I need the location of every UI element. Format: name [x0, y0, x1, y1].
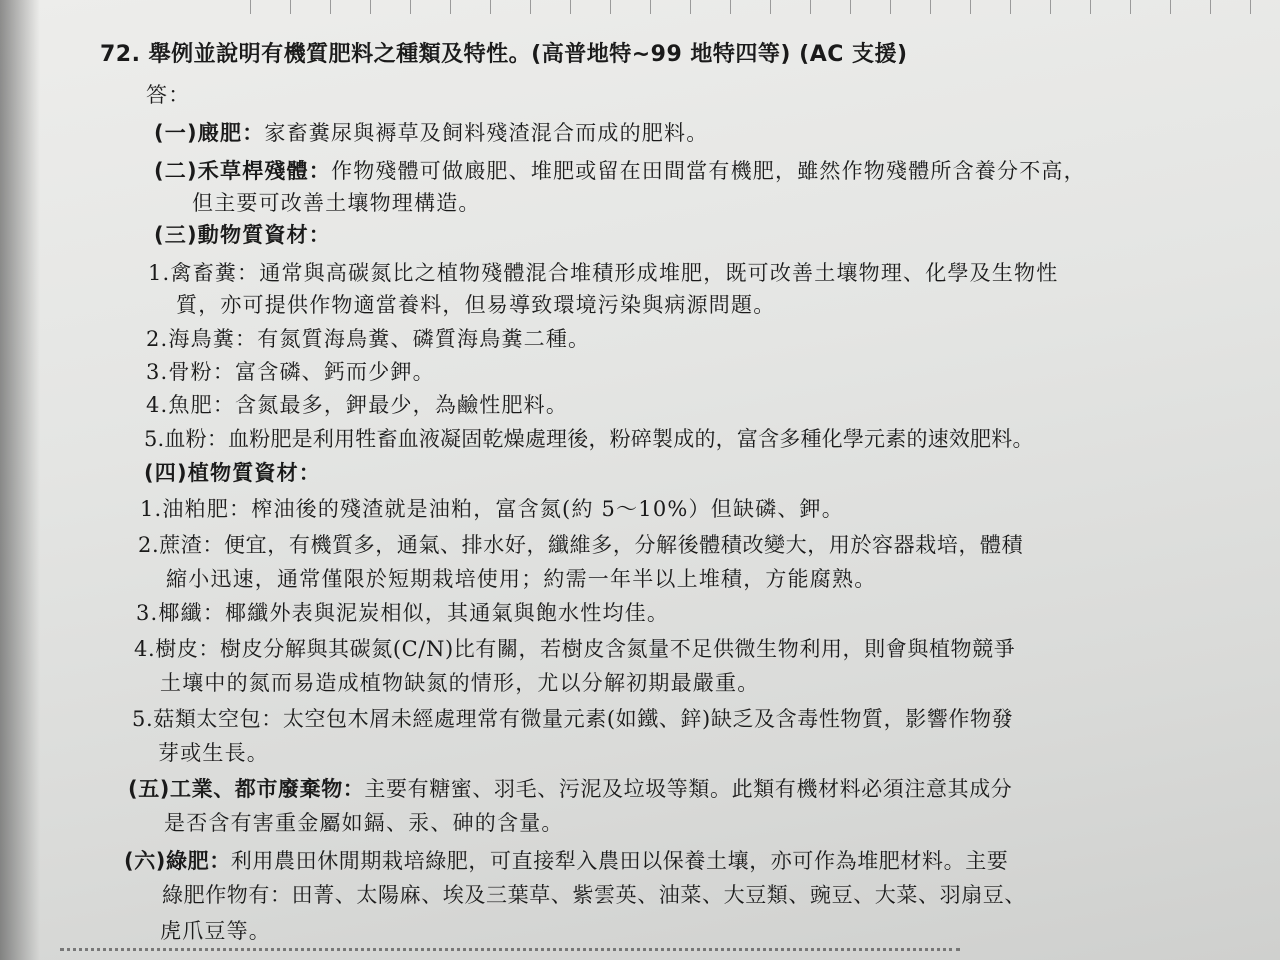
plant-item-2-cont: 縮小迅速，通常僅限於短期栽培使用；約需一年半以上堆積，方能腐熟。 — [166, 567, 877, 591]
document-page — [100, 40, 1240, 70]
item-label: 5.菇類太空包： — [132, 707, 283, 731]
section-4 — [144, 456, 321, 490]
item-label: 1.油粕肥： — [140, 497, 252, 521]
plant-item-4-cont: 土壤中的氮而易造成植物缺氮的情形，尤以分解初期最嚴重。 — [160, 671, 760, 695]
section-6 — [124, 844, 1008, 878]
animal-item-5 — [144, 422, 1034, 456]
item-body: 椰纖外表與泥炭相似，其通氣與飽水性均佳。 — [225, 601, 670, 625]
item-body: 通常與高碳氮比之植物殘體混合堆積形成堆肥，既可改善土壤物理、化學及生物性 — [259, 261, 1059, 285]
question-title — [100, 40, 1240, 70]
section-6-cont2: 虎爪豆等。 — [160, 919, 271, 943]
item-label: 5.血粉： — [144, 427, 229, 451]
section-3 — [154, 218, 331, 252]
section-6-cont: 綠肥作物有：田菁、太陽麻、埃及三葉草、紫雲英、油菜、大豆類、豌豆、大菜、羽扇豆、 — [162, 883, 1026, 907]
item-label: 1.禽畜糞： — [148, 261, 260, 285]
question-text: 舉例並說明有機質肥料之種類及特性。(高普地特~99 地特四等) (AC 支援) — [148, 42, 908, 67]
page-shadow — [0, 0, 40, 960]
animal-item-3 — [146, 355, 435, 389]
section-body: 主要有糖蜜、羽毛、污泥及垃圾等類。此類有機材料必須注意其成分 — [364, 777, 1013, 801]
item-label: 4.魚肥： — [146, 393, 236, 417]
plant-item-3 — [136, 596, 669, 630]
section-heading: (二)禾草桿殘體： — [154, 159, 331, 183]
section-body: 家畜糞尿與褥草及飼料殘渣混合而成的肥料。 — [264, 121, 709, 145]
item-label: 2.海鳥糞： — [146, 327, 258, 351]
item-body: 便宜，有機質多，通氣、排水好，纖維多，分解後體積改變大，用於容器栽培，體積 — [224, 533, 1024, 557]
animal-item-1 — [148, 256, 1058, 290]
section-5-cont: 是否含有害重金屬如鎘、汞、砷的含量。 — [164, 811, 564, 835]
item-body: 太空包木屑未經處理常有微量元素(如鐵、鋅)缺乏及含毒性物質，影響作物發 — [282, 707, 1014, 731]
animal-item-2 — [146, 322, 590, 356]
plant-item-4 — [134, 632, 1015, 666]
animal-item-4 — [146, 388, 568, 422]
item-label: 3.骨粉： — [146, 360, 236, 384]
section-2-cont: 但主要可改善土壤物理構造。 — [192, 191, 481, 215]
section-heading: (六)綠肥： — [124, 849, 231, 873]
ruled-margin-marks — [0, 0, 1280, 40]
section-heading: (四)植物質資材： — [144, 461, 321, 485]
section-heading: (五)工業、都市廢棄物： — [128, 777, 365, 801]
section-body: 利用農田休閒期栽培綠肥，可直接犁入農田以保養土壤，亦可作為堆肥材料。主要 — [230, 849, 1009, 873]
item-body: 含氮最多，鉀最少，為鹼性肥料。 — [235, 393, 569, 417]
plant-item-5-cont: 芽或生長。 — [158, 741, 269, 765]
item-body: 樹皮分解與其碳氮(C/N)比有關，若樹皮含氮量不足供微生物利用，則會與植物競爭 — [220, 637, 1016, 661]
plant-item-1 — [140, 492, 844, 526]
section-1 — [154, 116, 708, 150]
section-body: 作物殘體可做廄肥、堆肥或留在田間當有機肥，雖然作物殘體所含養分不高， — [331, 159, 1086, 183]
plant-item-5 — [132, 702, 1013, 736]
plant-item-2 — [138, 528, 1023, 562]
item-body: 富含磷、鈣而少鉀。 — [235, 360, 435, 384]
section-2 — [154, 154, 1086, 188]
item-body: 血粉肥是利用牲畜血液凝固乾燥處理後，粉碎製成的，富含多種化學元素的速效肥料。 — [228, 427, 1034, 451]
section-5 — [128, 772, 1012, 806]
answer-label: 答： — [146, 83, 191, 107]
cut-off-next-line — [60, 948, 960, 960]
item-label: 4.樹皮： — [134, 637, 221, 661]
section-heading: (三)動物質資材： — [154, 223, 331, 247]
item-body: 榨油後的殘渣就是油粕，富含氮(約 5～10%）但缺磷、鉀。 — [251, 497, 844, 521]
item-label: 3.椰纖： — [136, 601, 226, 625]
item-body: 有氮質海鳥糞、磷質海鳥糞二種。 — [257, 327, 591, 351]
question-number: 72. — [100, 42, 141, 67]
section-heading: (一)廄肥： — [154, 121, 265, 145]
animal-item-1-cont: 質，亦可提供作物適當養料，但易導致環境污染與病源問題。 — [176, 293, 776, 317]
item-label: 2.蔗渣： — [138, 533, 225, 557]
